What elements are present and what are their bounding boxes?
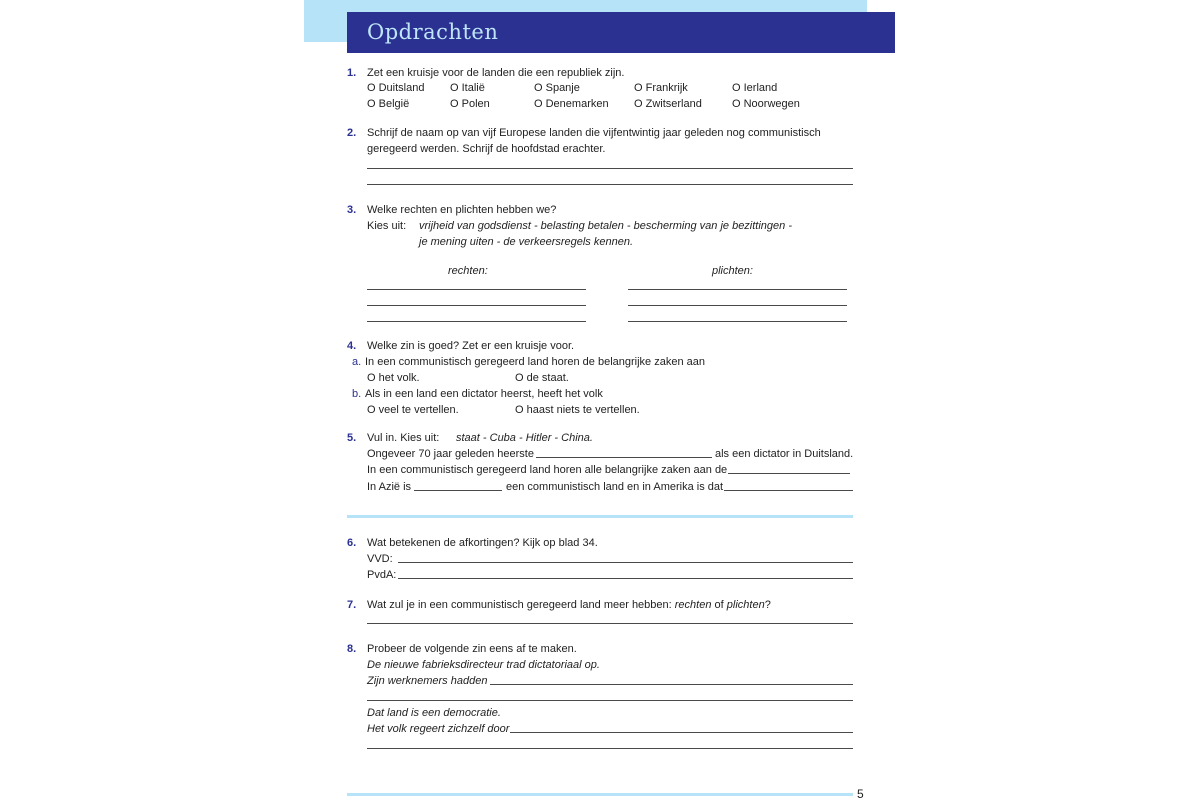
q4b-option-haast-niets: O haast niets te vertellen. xyxy=(515,404,640,416)
q1-option-frankrijk: O Frankrijk xyxy=(634,82,688,94)
q8-answer-line[interactable] xyxy=(367,700,853,701)
q8-number: 8. xyxy=(347,643,357,655)
q8-sentence2-answer-line[interactable] xyxy=(490,684,853,685)
q3-rechten-answer-line[interactable] xyxy=(367,289,586,290)
q5-sentence2-blank[interactable] xyxy=(728,473,850,474)
q1-option-polen: O Polen xyxy=(450,98,490,110)
q3-options-line1: vrijheid van godsdienst - belasting betalen - bescherming van je bezittingen - xyxy=(419,220,792,232)
q6-pvda-answer-line[interactable] xyxy=(398,578,853,579)
q1-option-italie: O Italië xyxy=(450,82,485,94)
worksheet-page xyxy=(304,0,900,800)
q8-text: Probeer de volgende zin eens af te maken. xyxy=(367,643,577,655)
q7-number: 7. xyxy=(347,599,357,611)
page-title: Opdrachten xyxy=(367,20,499,44)
q5-sentence3-mid: een communistisch land en in Amerika is dat xyxy=(506,481,724,493)
q5-sentence2-start: In een communistisch geregeerd land horen alle belangrijke zaken aan de xyxy=(367,464,728,476)
q5-sentence1-end: als een dictator in Duitsland. xyxy=(715,448,854,460)
q1-option-spanje: O Spanje xyxy=(534,82,580,94)
q2-text-line2: geregeerd werden. Schrijf de hoofdstad erachter. xyxy=(367,143,606,155)
q3-rechten-heading: rechten: xyxy=(448,265,488,277)
q5-sentence1-blank[interactable] xyxy=(536,457,712,458)
q1-text: Zet een kruisje voor de landen die een republiek zijn. xyxy=(367,67,625,79)
q6-text: Wat betekenen de afkortingen? Kijk op blad 34. xyxy=(367,537,598,549)
q7-text: Wat zul je in een communistisch geregeerd land meer hebben: rechten of plichten? xyxy=(367,599,771,611)
q6-vvd-label: VVD: xyxy=(367,553,393,565)
q1-option-belgie: O België xyxy=(367,98,410,110)
q3-rechten-answer-line[interactable] xyxy=(367,305,586,306)
q1-option-duitsland: O Duitsland xyxy=(367,82,425,94)
q5-number: 5. xyxy=(347,432,357,444)
q6-vvd-answer-line[interactable] xyxy=(398,562,853,563)
q8-sentence1: De nieuwe fabrieksdirecteur trad dictatoriaal op. xyxy=(367,659,600,671)
q2-answer-line[interactable] xyxy=(367,168,853,169)
q2-text-line1: Schrijf de naam op van vijf Europese landen die vijfentwintig jaar geleden nog communistisch xyxy=(367,127,821,139)
q5-sentence1-start: Ongeveer 70 jaar geleden heerste xyxy=(367,448,534,460)
q2-answer-line[interactable] xyxy=(367,184,853,185)
q1-option-denemarken: O Denemarken xyxy=(534,98,609,110)
q3-number: 3. xyxy=(347,204,357,216)
section-divider xyxy=(347,515,853,518)
q3-rechten-answer-line[interactable] xyxy=(367,321,586,322)
q4a-option-het-volk: O het volk. xyxy=(367,372,420,384)
q8-answer-line[interactable] xyxy=(367,748,853,749)
q5-sentence3-start: In Azië is xyxy=(367,481,412,493)
q5-sentence3-blank2[interactable] xyxy=(724,490,853,491)
q4a-text: In een communistisch geregeerd land horen de belangrijke zaken aan xyxy=(365,356,705,368)
q2-number: 2. xyxy=(347,127,357,139)
q4b-label: b. xyxy=(352,388,362,400)
q3-plichten-answer-line[interactable] xyxy=(628,289,847,290)
q7-answer-line[interactable] xyxy=(367,623,853,624)
q6-number: 6. xyxy=(347,537,357,549)
q5-intro-options: staat - Cuba - Hitler - China. xyxy=(456,432,593,444)
q6-pvda-label: PvdA: xyxy=(367,569,397,581)
q3-options-line2: je mening uiten - de verkeersregels kennen. xyxy=(419,236,634,248)
q4a-option-de-staat: O de staat. xyxy=(515,372,569,384)
q3-kies-uit-label: Kies uit: xyxy=(367,220,407,232)
q3-plichten-heading: plichten: xyxy=(712,265,753,277)
q1-option-noorwegen: O Noorwegen xyxy=(732,98,800,110)
q1-option-zwitserland: O Zwitserland xyxy=(634,98,702,110)
q4-text: Welke zin is goed? Zet er een kruisje voor. xyxy=(367,340,575,352)
q4b-option-veel: O veel te vertellen. xyxy=(367,404,459,416)
q8-sentence2: Zijn werknemers hadden xyxy=(367,675,488,687)
q1-option-ierland: O Ierland xyxy=(732,82,778,94)
q3-plichten-answer-line[interactable] xyxy=(628,305,847,306)
q1-number: 1. xyxy=(347,67,357,79)
q3-text: Welke rechten en plichten hebben we? xyxy=(367,204,557,216)
q8-sentence4-answer-line[interactable] xyxy=(510,732,853,733)
q4a-label: a. xyxy=(352,356,362,368)
q5-intro: Vul in. Kies uit: xyxy=(367,432,440,444)
q4-number: 4. xyxy=(347,340,357,352)
q5-sentence3-blank1[interactable] xyxy=(414,490,502,491)
q8-sentence4: Het volk regeert zichzelf door xyxy=(367,723,510,735)
q3-plichten-answer-line[interactable] xyxy=(628,321,847,322)
page-number: 5 xyxy=(857,787,864,801)
q4b-text: Als in een land een dictator heerst, heeft het volk xyxy=(365,388,603,400)
title-bar xyxy=(347,12,895,53)
q8-sentence3: Dat land is een democratie. xyxy=(367,707,501,719)
footer-rule xyxy=(347,793,853,796)
